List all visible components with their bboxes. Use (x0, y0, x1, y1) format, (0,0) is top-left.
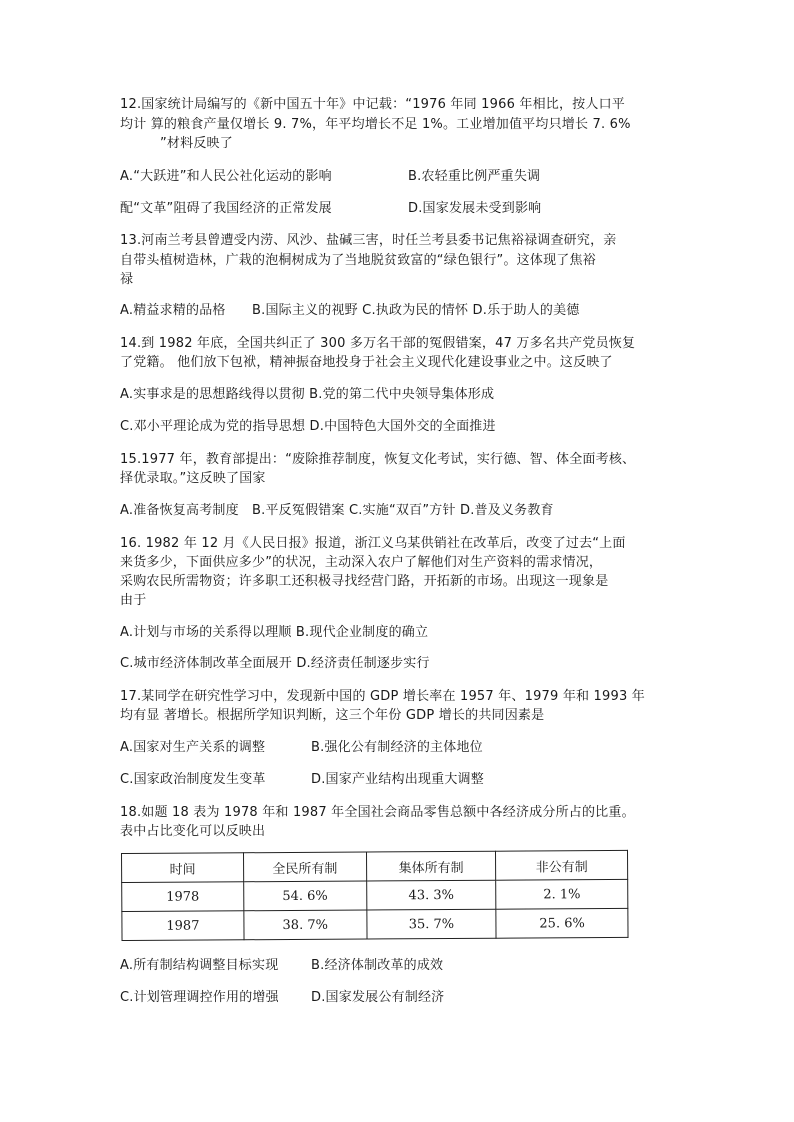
table-cell: 35. 7% (367, 909, 497, 939)
table-cell: 38. 7% (244, 910, 367, 940)
q18-table-image (121, 850, 629, 939)
q16-stem-line4: 由于 (120, 593, 147, 608)
q18-table (121, 850, 629, 941)
q14-stem-line1: 14.到 1982 年底，全国共纠正了 300 多万名干部的冤假错案，47 万多名共产党员恢复 (120, 336, 636, 351)
q15-stem-line1: 15.1977 年，教育部提出：“废除推荐制度，恢复文化考试，实行德、智、体全面考核、 (120, 452, 636, 467)
table-header-cell: 非公有制 (496, 850, 628, 880)
q13-options: A.精益求精的品格 B.国际主义的视野 C.执政为民的情怀 D.乐于助人的美德 (120, 303, 580, 318)
table-cell: 25. 6% (496, 908, 628, 938)
table-header-cell: 时间 (122, 853, 244, 883)
q16-stem-line3: 采购农民所需物资；许多职工还积极寻找经营门路，开拓新的市场。出现这一现象是 (120, 574, 609, 589)
q17-option-d: D.国家产业结构出现重大调整 (311, 772, 484, 787)
table-header-row (122, 850, 628, 882)
q16-options-ab: A.计划与市场的关系得以理顺 B.现代企业制度的确立 (120, 625, 429, 640)
table-row (122, 879, 628, 911)
q17-stem-line1: 17.某同学在研究性学习中，发现新中国的 GDP 增长率在 1957 年、1979 年和 1993 年 (120, 689, 645, 704)
q14-stem-line2: 了党籍。 他们放下包袱，精神振奋地投身于社会主义现代化建设事业之中。这反映了 (120, 355, 613, 370)
q15-options: A.准备恢复高考制度 B.平反冤假错案 C.实施“双百”方针 D.普及义务教育 (120, 503, 554, 518)
table-cell: 1978 (122, 882, 244, 912)
q12-option-a: A.“大跃进”和人民公社化运动的影响 (120, 169, 332, 184)
q17-option-b: B.强化公有制经济的主体地位 (311, 740, 483, 755)
table-cell: 43. 3% (366, 880, 496, 910)
q16-stem-line2: 来货多少，下面供应多少”的状况，主动深入农户了解他们对生产资料的需求情况， (120, 555, 603, 570)
q16-options-cd: C.城市经济体制改革全面展开 D.经济责任制逐步实行 (120, 656, 430, 671)
q12-stem-line2: 均计 算的粮食产量仅增长 9. 7%，年平均增长不足 1%。工业增加值平均只增长 7. 6% (120, 117, 631, 132)
q12-option-b: B.农轻重比例严重失调 (408, 169, 541, 184)
q13-stem-line2: 自带头植树造林，广栽的泡桐树成为了当地脱贫致富的“绿色银行”。这体现了焦裕 (120, 253, 596, 268)
q12-option-c: 配“文革”阻碍了我国经济的正常发展 (120, 201, 332, 216)
table-cell: 54. 6% (244, 881, 367, 911)
q14-options-cd: C.邓小平理论成为党的指导思想 D.中国特色大国外交的全面推进 (120, 419, 496, 434)
table-row (122, 908, 628, 940)
q17-option-a: A.国家对生产关系的调整 (120, 740, 266, 755)
table-cell: 2. 1% (496, 879, 628, 909)
table-cell: 1987 (122, 911, 244, 941)
q14-options-ab: A.实事求是的思想路线得以贯彻 B.党的第二代中央领导集体形成 (120, 387, 495, 402)
q13-stem-line3: 禄 (120, 272, 134, 287)
table-header-cell: 集体所有制 (366, 851, 496, 881)
q18-option-a: A.所有制结构调整目标实现 (120, 958, 279, 973)
q16-stem-line1: 16. 1982 年 12 月《人民日报》报道，浙江义乌某供销社在改革后，改变了过去“上面 (120, 536, 626, 551)
q12-option-d: D.国家发展未受到影响 (408, 201, 542, 216)
table-header-cell: 全民所有制 (243, 852, 366, 882)
q12-stem-line1: 12.国家统计局编写的《新中国五十年》中记载：“1976 年同 1966 年相比，按人口平 (120, 97, 625, 112)
q18-option-c: C.计划管理调控作用的增强 (120, 990, 279, 1005)
q13-stem-line1: 13.河南兰考县曾遭受内涝、风沙、盐碱三害，时任兰考县委书记焦裕禄调查研究，亲 (120, 233, 617, 248)
q18-stem-line1: 18.如题 18 表为 1978 年和 1987 年全国社会商品零售总额中各经济成分所占的比重。 (120, 805, 635, 820)
q18-option-b: B.经济体制改革的成效 (311, 958, 444, 973)
q17-option-c: C.国家政治制度发生变革 (120, 772, 266, 787)
q17-stem-line2: 均有显 著增长。根据所学知识判断，这三个年份 GDP 增长的共同因素是 (120, 708, 545, 723)
q18-option-d: D.国家发展公有制经济 (311, 990, 445, 1005)
q12-stem-line3: ”材料反映了 (160, 136, 233, 151)
q15-stem-line2: 择优录取。”这反映了国家 (120, 471, 266, 486)
q18-stem-line2: 表中占比变化可以反映出 (120, 824, 266, 839)
